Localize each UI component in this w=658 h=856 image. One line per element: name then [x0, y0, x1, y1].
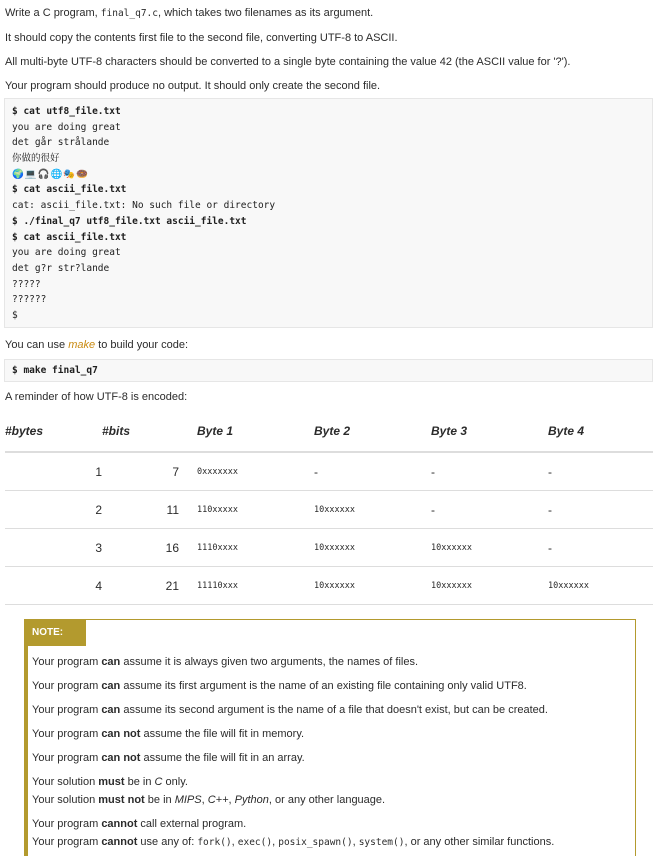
cell-byte3: 10xxxxxx [431, 567, 548, 605]
header-byte3: Byte 3 [431, 410, 548, 452]
note-emphasis: can not [101, 752, 141, 764]
cell-byte3: - [431, 491, 548, 529]
table-row [5, 452, 653, 491]
intro-line-3: All multi-byte UTF-8 characters should be converted to a single byte containing the value 42 (the ASCII value for '?'). [5, 56, 571, 68]
note-text: assume the file will fit in memory. [140, 728, 305, 740]
cell-bits: 7 [102, 452, 179, 491]
note-emphasis: must [98, 776, 125, 788]
note-line [32, 835, 554, 850]
intro-line-2: It should copy the contents first file to the second file, converting UTF-8 to ASCII. [5, 32, 398, 44]
terminal-line: $ cat ascii_file.txt [12, 231, 127, 243]
cell-byte1: 0xxxxxxx [179, 452, 314, 491]
cell-bits: 11 [102, 491, 179, 529]
intro-line-1 [5, 6, 373, 21]
terminal-line: ????? [12, 278, 41, 290]
intro-text: Write a C program, [5, 7, 101, 19]
terminal-line: $ cat utf8_file.txt [12, 106, 121, 117]
make-link[interactable]: make [68, 339, 96, 351]
note-line [32, 727, 304, 741]
cell-byte1: 110xxxxx [179, 491, 314, 529]
terminal-line: det g?r str?lande [12, 262, 110, 274]
note-line [32, 775, 188, 789]
cell-byte2: - [314, 452, 431, 491]
function-code: fork() [197, 837, 232, 848]
cell-byte2: 10xxxxxx [314, 491, 431, 529]
utf8-reminder: A reminder of how UTF-8 is encoded: [5, 391, 188, 403]
cell-bytes: 3 [5, 529, 102, 567]
cell-bytes: 4 [5, 567, 102, 605]
note-language: C++ [207, 794, 229, 806]
note-text: , or any other similar functions. [404, 836, 555, 848]
note-text: Your program [32, 818, 102, 830]
note-emphasis: can [101, 680, 121, 692]
cell-byte1: 1110xxxx [179, 529, 314, 567]
note-line [32, 817, 246, 831]
terminal-line: det går strålande [12, 137, 110, 149]
terminal-line: $ [12, 309, 18, 321]
note-language: C [154, 776, 163, 788]
note-accent-bar [25, 646, 28, 856]
header-bytes: #bytes [5, 410, 102, 452]
cell-byte4: 10xxxxxx [548, 567, 653, 605]
build-instructions [5, 338, 188, 352]
terminal-example [4, 98, 653, 328]
function-code: exec() [237, 837, 273, 848]
cell-bits: 21 [102, 567, 179, 605]
utf8-encoding-table [5, 410, 653, 605]
note-text: Your program [32, 752, 102, 764]
cell-byte2: 10xxxxxx [314, 529, 431, 567]
note-emphasis: can not [101, 728, 141, 740]
function-code: posix_spawn() [278, 837, 353, 848]
cell-byte4: - [548, 529, 653, 567]
note-language: MIPS [174, 794, 202, 806]
note-label: NOTE: [25, 620, 86, 646]
cell-byte3: - [431, 452, 548, 491]
function-code: system() [358, 837, 405, 848]
terminal-line: 🌍💻🎧🌐🎭🍩 [12, 168, 89, 180]
note-emphasis: cannot [101, 818, 138, 830]
note-text: , [228, 794, 235, 806]
note-emphasis: can [101, 656, 121, 668]
note-text: assume the file will fit in an array. [140, 752, 305, 764]
note-emphasis: cannot [101, 836, 138, 848]
header-byte4: Byte 4 [548, 410, 653, 452]
terminal-line: you are doing great [12, 121, 121, 133]
note-language: Python [234, 794, 269, 806]
build-command: $ make final_q7 [12, 365, 98, 376]
build-text: to build your code: [95, 339, 189, 351]
note-line [32, 793, 385, 807]
cell-bytes: 1 [5, 452, 102, 491]
note-text: assume its first argument is the name of an existing file containing only valid UTF8. [120, 680, 527, 692]
cell-bits: 16 [102, 529, 179, 567]
cell-byte3: 10xxxxxx [431, 529, 548, 567]
terminal-line: $ cat ascii_file.txt [12, 184, 127, 196]
table-header-row [5, 410, 653, 452]
note-line [32, 655, 418, 669]
cell-byte4: - [548, 452, 653, 491]
note-text: Your program [32, 728, 102, 740]
note-line [32, 751, 305, 765]
table-row [5, 491, 653, 529]
header-bits: #bits [102, 410, 179, 452]
intro-text: , which takes two filenames as its argument. [157, 7, 374, 19]
filename-code: final_q7.c [100, 8, 158, 19]
note-text: Your program [32, 680, 102, 692]
build-text: You can use [5, 339, 69, 351]
note-text: use any of: [137, 836, 198, 848]
note-text: Your program [32, 836, 102, 848]
cell-byte1: 11110xxx [179, 567, 314, 605]
note-emphasis: can [101, 704, 121, 716]
note-text: , or any other language. [268, 794, 386, 806]
terminal-line: cat: ascii_file.txt: No such file or directory [12, 200, 276, 212]
note-text: Your solution [32, 794, 99, 806]
header-byte1: Byte 1 [179, 410, 314, 452]
note-text: assume it is always given two arguments, the names of files. [120, 656, 419, 668]
note-text: , [352, 836, 359, 848]
header-byte2: Byte 2 [314, 410, 431, 452]
note-emphasis: must not [98, 794, 145, 806]
terminal-line: ?????? [12, 294, 47, 306]
note-text: , [231, 836, 238, 848]
cell-bytes: 2 [5, 491, 102, 529]
note-text: , [201, 794, 208, 806]
terminal-line: $ ./final_q7 utf8_file.txt ascii_file.txt [12, 215, 247, 227]
cell-byte4: - [548, 491, 653, 529]
note-line [32, 679, 527, 693]
note-line [32, 703, 548, 717]
intro-line-4: Your program should produce no output. It should only create the second file. [5, 80, 381, 92]
note-text: Your program [32, 656, 102, 668]
note-text: Your solution [32, 776, 99, 788]
terminal-line: 你做的很好 [12, 153, 60, 165]
note-text: be in [124, 776, 155, 788]
note-text: call external program. [137, 818, 247, 830]
note-text: assume its second argument is the name of a file that doesn't exist, but can be created. [120, 704, 548, 716]
note-text: only. [162, 776, 188, 788]
note-text: Your program [32, 704, 102, 716]
terminal-line: you are doing great [12, 247, 121, 259]
table-row [5, 567, 653, 605]
note-text: , [272, 836, 279, 848]
table-row [5, 529, 653, 567]
note-text: be in [144, 794, 175, 806]
build-command-block [4, 359, 653, 382]
cell-byte2: 10xxxxxx [314, 567, 431, 605]
